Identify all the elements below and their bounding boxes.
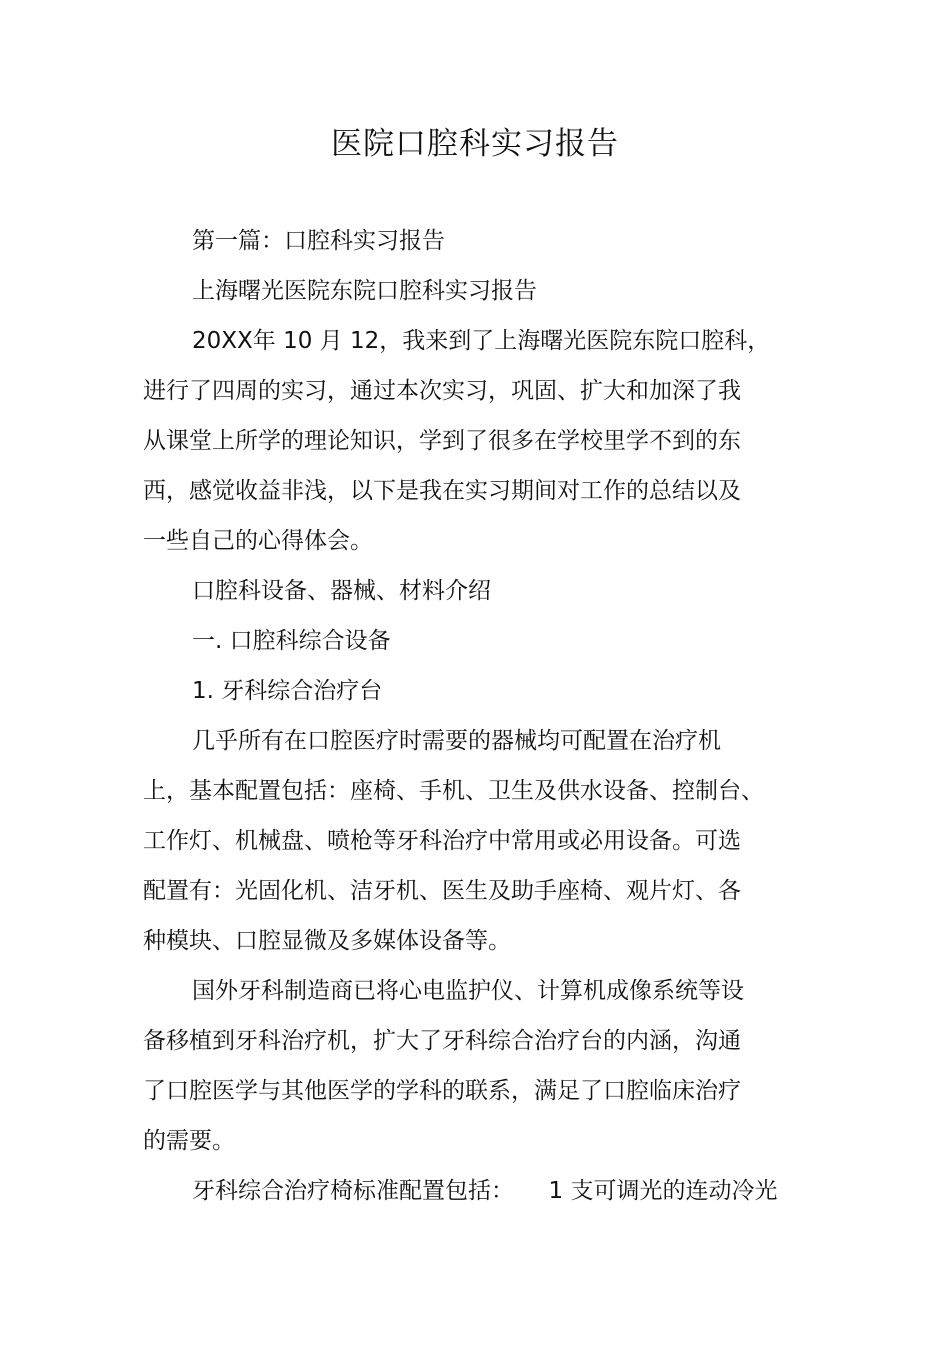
document-title: 医院口腔科实习报告 (331, 126, 619, 162)
text-line: 配置有：光固化机、洁牙机、医生及助手座椅、观片灯、各 (143, 878, 741, 904)
text-line: 上海曙光医院东院口腔科实习报告 (192, 278, 537, 304)
section-heading: 1. 牙科综合治疗台 (192, 678, 383, 704)
text-line: 第一篇：口腔科实习报告 (192, 228, 445, 254)
text-line: 几乎所有在口腔医疗时需要的器械均可配置在治疗机 (192, 728, 721, 754)
section-heading: 一. 口腔科综合设备 (192, 628, 391, 654)
text-line: 20XX年 10 月 12，我来到了上海曙光医院东院口腔科， (192, 328, 771, 354)
text-line: 种模块、口腔显微及多媒体设备等。 (143, 928, 511, 954)
text-line: 上，基本配置包括：座椅、手机、卫生及供水设备、控制台、 (143, 778, 764, 804)
text-line: 一些自己的心得体会。 (143, 528, 373, 554)
text-line: 从课堂上所学的理论知识，学到了很多在学校里学不到的东 (143, 428, 741, 454)
section-heading: 口腔科设备、器械、材料介绍 (192, 578, 491, 604)
text-line: 国外牙科制造商已将心电监护仪、计算机成像系统等设 (192, 978, 744, 1004)
text-line: 工作灯、机械盘、喷枪等牙科治疗中常用或必用设备。可选 (143, 828, 741, 854)
text-line: 牙科综合治疗椅标准配置包括： 1 支可调光的连动冷光 (192, 1178, 778, 1204)
text-line: 了口腔医学与其他医学的学科的联系，满足了口腔临床治疗 (143, 1078, 741, 1104)
text-line: 的需要。 (143, 1128, 235, 1154)
text-line: 西，感觉收益非浅，以下是我在实习期间对工作的总结以及 (143, 478, 741, 504)
text-line: 备移植到牙科治疗机，扩大了牙科综合治疗台的内涵，沟通 (143, 1028, 741, 1054)
text-line: 进行了四周的实习，通过本次实习，巩固、扩大和加深了我 (143, 378, 741, 404)
